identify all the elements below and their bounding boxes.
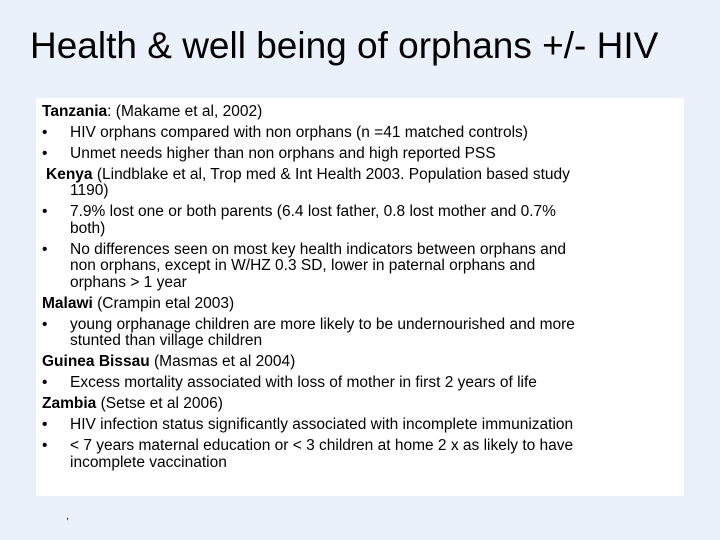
bullet-item — [42, 204, 684, 220]
bullet-text: < 7 years maternal education or < 3 children at home 2 x as likely to have — [70, 437, 574, 454]
section-heading-tanzania — [42, 104, 684, 120]
bullet-item — [42, 417, 684, 433]
bullet-text: 7.9% lost one or both parents (6.4 lost father, 0.8 lost mother and 0.7% — [70, 203, 556, 220]
section-heading-kenya — [42, 167, 684, 183]
bullet-item — [42, 146, 684, 162]
bullet-icon: • — [42, 144, 48, 162]
bullet-text-continuation: incomplete vaccination — [70, 453, 227, 471]
bullet-icon: • — [42, 315, 48, 333]
section-heading-malawi — [42, 296, 684, 312]
section-heading-zambia — [42, 396, 684, 412]
bullet-item — [42, 242, 684, 258]
bullet-text: HIV infection status significantly associated with incomplete immunization — [70, 416, 574, 433]
section-heading-guinea-bissau — [42, 354, 684, 370]
bullet-text: No differences seen on most key health indicators between orphans and — [70, 240, 567, 258]
section-ref: (Masmas et al 2004) — [149, 353, 296, 370]
section-name: Zambia — [42, 395, 97, 412]
bullet-text: young orphanage children are more likely to be undernourished and more — [70, 315, 575, 333]
bullet-icon: • — [42, 416, 48, 433]
bullet-item — [42, 375, 684, 391]
bullet-text: Excess mortality associated with loss of mother in first 2 years of life — [70, 374, 537, 391]
section-ref: (Setse et al 2006) — [96, 395, 223, 412]
section-ref: (Crampin etal 2003) — [92, 294, 235, 312]
bullet-text: Unmet needs higher than non orphans and high reported PSS — [70, 144, 496, 162]
section-name: Guinea Bissau — [42, 353, 150, 370]
bullet-item — [42, 125, 684, 141]
section-name: Malawi — [42, 294, 93, 312]
footnote-mark: , — [66, 511, 69, 522]
section-name: Kenya — [46, 165, 93, 183]
bullet-icon: • — [42, 437, 48, 454]
section-ref: : (Makame et al, 2002) — [107, 102, 263, 120]
section-ref-continuation: 1190) — [70, 182, 109, 199]
slide-title: Health & well being of orphans +/- HIV — [30, 25, 659, 66]
bullet-icon: • — [42, 240, 48, 258]
bullet-item — [42, 317, 684, 333]
bullet-text-continuation: non orphans, except in W/HZ 0.3 SD, lower in paternal orphans and — [70, 257, 536, 274]
bullet-text: HIV orphans compared with non orphans (n =41 matched controls) — [70, 123, 528, 141]
bullet-item — [42, 438, 684, 454]
bullet-icon: • — [42, 203, 48, 220]
section-name: Tanzania — [42, 102, 108, 120]
section-ref: (Lindblake et al, Trop med & Int Health 2003. Population based study — [92, 165, 570, 183]
content-box — [36, 98, 684, 496]
bullet-text-continuation: stunted than village children — [70, 332, 263, 349]
bullet-text-continuation: both) — [70, 219, 106, 237]
bullet-icon: • — [42, 374, 48, 391]
bullet-text-continuation: orphans > 1 year — [70, 273, 187, 291]
bullet-icon: • — [42, 123, 48, 141]
